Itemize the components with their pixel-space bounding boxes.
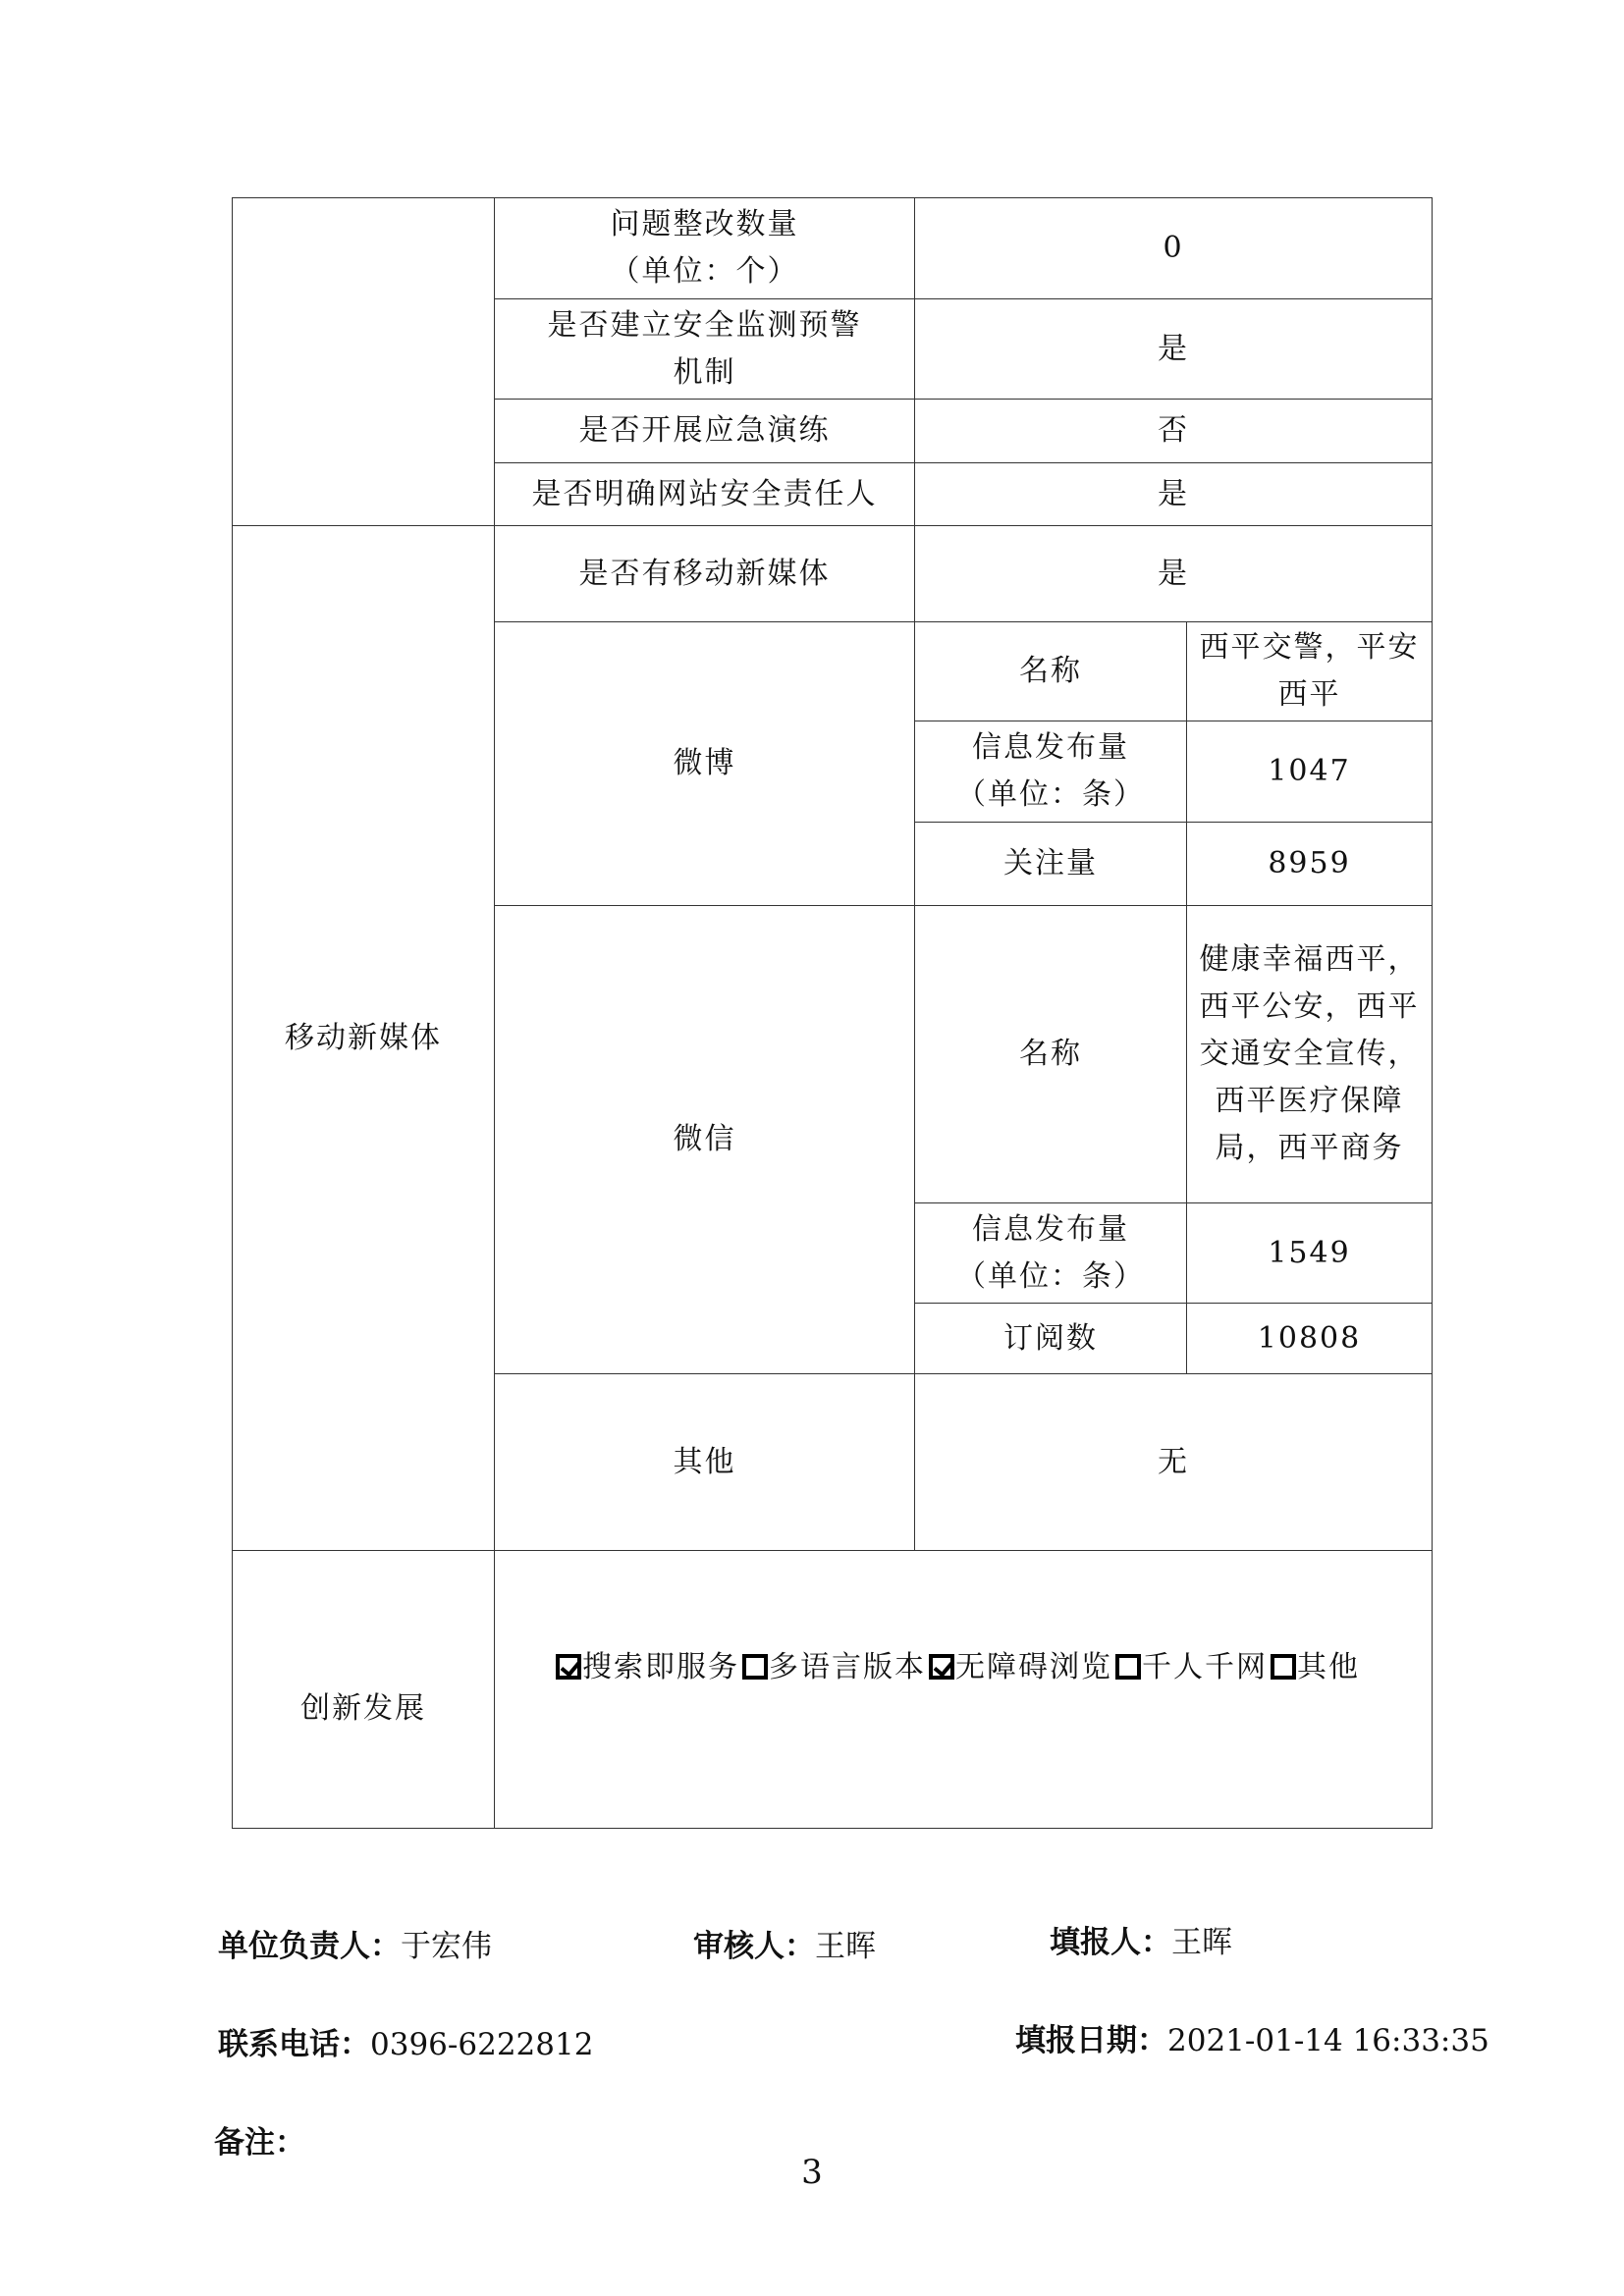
- has-mobile-label: 是否有移动新媒体: [495, 526, 915, 622]
- checkbox-multilingual[interactable]: [742, 1654, 768, 1680]
- wechat-subscribers-value: 10808: [1187, 1304, 1433, 1374]
- checkbox-other[interactable]: [1271, 1654, 1296, 1680]
- monitoring-value: 是: [915, 299, 1433, 400]
- date-value: 2021-01-14 16:33:35: [1167, 2023, 1489, 2058]
- rectification-count-label: 问题整改数量 （单位：个）: [495, 198, 915, 299]
- security-section-cell: [233, 198, 495, 526]
- wechat-name-label: 名称: [915, 906, 1187, 1203]
- responsible-value: 是: [915, 463, 1433, 526]
- wechat-subscribers-label: 订阅数: [915, 1304, 1187, 1374]
- other-label: 其他: [495, 1374, 915, 1551]
- weibo-name-value: 西平交警，平安西平: [1187, 622, 1433, 721]
- wechat-name-value: 健康幸福西平，西平公安，西平交通安全宣传，西平医疗保障局，西平商务: [1187, 906, 1433, 1203]
- weibo-followers-value: 8959: [1187, 823, 1433, 906]
- option-personalized: 千人千网: [1142, 1650, 1268, 1684]
- unit-head-value: 于宏伟: [401, 1929, 492, 1964]
- remark-label: 备注：: [214, 2125, 305, 2161]
- reviewer-label: 审核人：: [693, 1929, 815, 1964]
- page-number: 3: [801, 2153, 823, 2192]
- checkbox-search-service[interactable]: [556, 1654, 581, 1680]
- option-accessibility: 无障碍浏览: [955, 1650, 1112, 1684]
- monitoring-label: 是否建立安全监测预警 机制: [495, 299, 915, 400]
- report-table: [232, 197, 1433, 1829]
- reviewer-value: 王晖: [815, 1929, 876, 1964]
- option-multilingual: 多语言版本: [769, 1650, 926, 1684]
- phone-value: 0396-6222812: [370, 2027, 594, 2062]
- has-mobile-value: 是: [915, 526, 1433, 622]
- fill-date: [1015, 2015, 1489, 2059]
- weibo-label: 微博: [495, 622, 915, 906]
- weibo-posts-value: 1047: [1187, 721, 1433, 823]
- date-label: 填报日期：: [1015, 2023, 1167, 2058]
- rectification-count-value: 0: [915, 198, 1433, 299]
- weibo-posts-label: 信息发布量 （单位：条）: [915, 721, 1187, 823]
- filler: [1050, 1917, 1232, 1961]
- phone-label: 联系电话：: [218, 2027, 370, 2062]
- responsible-label: 是否明确网站安全责任人: [495, 463, 915, 526]
- wechat-posts-value: 1549: [1187, 1203, 1433, 1304]
- phone: [218, 2019, 593, 2063]
- mobile-section-label: 移动新媒体: [233, 526, 495, 1551]
- reviewer: [693, 1921, 876, 1965]
- filler-value: 王晖: [1171, 1925, 1232, 1960]
- option-other: 其他: [1297, 1650, 1360, 1684]
- weibo-followers-label: 关注量: [915, 823, 1187, 906]
- other-value: 无: [915, 1374, 1433, 1551]
- filler-label: 填报人：: [1050, 1925, 1171, 1960]
- wechat-label: 微信: [495, 906, 915, 1374]
- weibo-name-label: 名称: [915, 622, 1187, 721]
- drill-label: 是否开展应急演练: [495, 400, 915, 463]
- wechat-posts-label: 信息发布量 （单位：条）: [915, 1203, 1187, 1304]
- innovation-options: [495, 1551, 1433, 1829]
- unit-head: [218, 1921, 492, 1965]
- option-search-service: 搜索即服务: [582, 1650, 739, 1684]
- unit-head-label: 单位负责人：: [218, 1929, 401, 1964]
- checkbox-accessibility[interactable]: [929, 1654, 954, 1680]
- drill-value: 否: [915, 400, 1433, 463]
- checkbox-personalized[interactable]: [1115, 1654, 1141, 1680]
- innovation-label: 创新发展: [233, 1551, 495, 1829]
